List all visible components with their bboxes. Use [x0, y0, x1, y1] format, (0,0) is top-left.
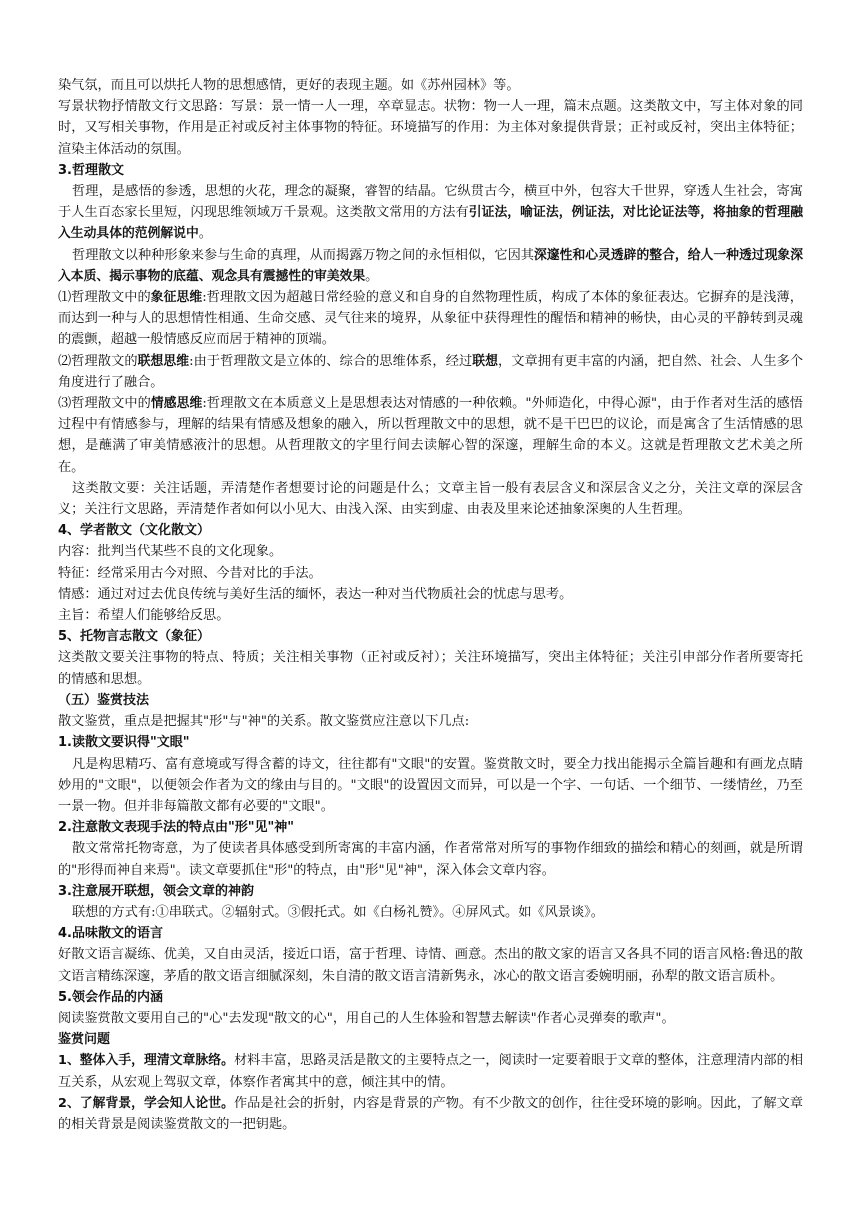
paragraph — [58, 351, 803, 393]
text-run: :哲理散文因为超越日常经验的意义和自身的自然物理性质，构成了本体的象征表达。它摒弃的是浅薄，而达到一种与人的思想情性相通、生命交感、灵气往来的境界，从象征中获得理性的醒悟和精神的畅快，由心灵的平静转到灵魂的震颤，超越一般情感反应而居于精神的顶端。 — [58, 290, 803, 348]
paragraph — [58, 393, 803, 478]
paragraph: 联想的方式有:①串联式。②辐射式。③假托式。如《白杨礼赞》。④屏风式。如《风景谈》。 — [72, 904, 604, 920]
paragraph: 凡是构思精巧、富有意境或写得含蓄的诗文，往往都有"文眼"的安置。鉴赏散文时，要全力找出能揭示全篇旨趣和有画龙点睛妙用的"文眼"，以便领会作者为文的缘由与目的。"文眼"的设置因文而异，可以是一个字、一句话、一个细节、一缕情丝，乃至一景一物。但并非每篇散文都有必要的"文眼"。 — [58, 756, 803, 814]
text-run: 哲理，是感悟的参透，思想的火花，理念的凝聚，睿智的结晶。它纵贯古今，横亘中外，包容大千世界，穿透人生社会，寄寓于人生百态家长里短，闪现思维领域万千景观。这类散文常用的方法有 — [58, 184, 803, 221]
section-heading: 5.领会作品的内涵 — [58, 989, 163, 1005]
paragraph — [58, 1093, 803, 1135]
text-run: ，文章拥有更丰富的内涵，把自然、社会、人生多个角度进行了融合。 — [58, 353, 804, 390]
paragraph: 这类散文要关注事物的特点、特质；关注相关事物（正衬或反衬）；关注环境描写，突出主体特征；关注引申部分作者所要寄托的情感和思想。 — [58, 650, 803, 687]
text-run: 材料丰富，思路灵活是散文的主要特点之一，阅读时一定要着眼于文章的整体，注意理清内部的相互关系，从宏观上驾驭文章，体察作者寓其中的意，倾注其中的情。 — [58, 1053, 804, 1090]
bold-text: 联想 — [472, 353, 498, 369]
section-heading: 鉴赏问题 — [58, 1032, 111, 1048]
paragraph: 主旨：希望人们能够给反思。 — [58, 608, 230, 624]
text-run: :由于哲理散文是立体的、综合的思维体系，经过 — [189, 353, 473, 369]
bold-text: 1、整体入手，理清文章脉络。 — [58, 1053, 234, 1069]
text-run: 作品是社会的折射，内容是背景的产物。有不少散文的创作，往往受环境的影响。因此，了解文章的相关背景是阅读鉴赏散文的一把钥匙。 — [58, 1095, 804, 1132]
paragraph: 散文鉴赏，重点是把握其"形"与"神"的关系。散文鉴赏应注意以下几点: — [58, 714, 470, 730]
paragraph: 写景状物抒情散文行文思路：写景：景一情一人一理，卒章显志。状物：物一人一理，篇末点题。这类散文中，写主体对象的同时，又写相关事物，作用是正衬或反衬主体事物的特征。环境描写的作用：为主体对象提供背景；正衬或反衬，突出主体特征；渲染主体活动的氛围。 — [58, 99, 803, 157]
bold-text: 象征思维 — [150, 290, 203, 306]
bold-text: 深邃性和心灵透辟的整合，给人一种透过现象深入本质、揭示事物的底蕴、观念具有震撼性的审美效果 — [58, 247, 804, 284]
paragraph — [58, 181, 803, 245]
section-heading: 4.品味散文的语言 — [58, 926, 163, 942]
section-heading: 3.注意展开联想，领会文章的神韵 — [58, 883, 254, 899]
text-run: 。 — [365, 268, 379, 284]
section-heading: （五）鉴赏技法 — [58, 692, 150, 708]
paragraph: 情感：通过对过去优良传统与美好生活的缅怀，表达一种对当代物质社会的忧虑与思考。 — [58, 586, 573, 602]
document-body — [58, 75, 803, 1135]
paragraph: 好散文语言凝练、优美，又自由灵活，接近口语，富于哲理、诗情、画意。杰出的散文家的语言又各具不同的语言风格:鲁迅的散文语言精练深邃，茅盾的散文语言细腻深刻，朱自清的散文语言清新隽永，冰心的散文语言委婉明丽，孙犁的散文语言质朴。 — [58, 947, 803, 984]
text-run: ⑶哲理散文中的 — [58, 396, 151, 412]
paragraph: 染气氛，而且可以烘托人物的思想感情，更好的表现主题。如《苏州园林》等。 — [58, 78, 520, 93]
paragraph: 内容：批判当代某些不良的文化现象。 — [58, 544, 283, 560]
paragraph — [58, 287, 803, 351]
section-heading: 3.哲理散文 — [58, 162, 124, 178]
bold-text: 引证法，喻证法，例证法，对比论证法等，将抽象的哲理融入生动具体的范例解说中 — [58, 205, 804, 242]
text-run: ⑵哲理散文的 — [58, 353, 138, 369]
paragraph: 这类散文要：关注话题，弄清楚作者想要讨论的问题是什么；文章主旨一般有表层含义和深层含义之分，关注文章的深层含义；关注行文思路，弄清楚作者如何以小见大、由浅入深、由实到虚、由表及里来论述抽象深奥的人生哲理。 — [58, 480, 803, 518]
text-run: 哲理散文以种种形象来参与生命的真理，从而揭露万物之间的永恒相似，它因其 — [72, 247, 535, 263]
section-heading: 5、托物言志散文（象征） — [58, 629, 211, 645]
section-heading: 1.读散文要识得"文眼" — [58, 735, 190, 751]
paragraph — [58, 1050, 803, 1092]
bold-text: 2、了解背景，学会知人论世。 — [58, 1095, 234, 1111]
section-heading: 4、学者散文（文化散文） — [58, 523, 211, 539]
paragraph — [58, 245, 803, 287]
section-heading: 2.注意散文表现手法的特点由"形"见"神" — [58, 820, 295, 836]
text-run: 。 — [198, 226, 212, 242]
bold-text: 情感思维 — [150, 396, 203, 412]
bold-text: 联想思维 — [137, 353, 190, 369]
paragraph: 特征：经常采用古今对照、今昔对比的手法。 — [58, 565, 322, 581]
paragraph: 阅读鉴赏散文要用自己的"心"去发现"散文的心"，用自己的人生体验和智慧去解读"作者心灵弹奏的歌声"。 — [58, 1010, 675, 1026]
text-run: ⑴哲理散文中的 — [58, 290, 151, 306]
text-run: :哲理散文在本质意义上是思想表达对情感的一种依赖。"外师造化，中得心源"，由于作者对生活的感悟过程中有情感参与，理解的结果有情感及想象的融入，所以哲理散文中的思想，就不是干巴巴的议论，而是寓含了生活情感的思想，是蘸满了审美情感液汁的思想。从哲理散文的字里行间去读解心智的深邃，理解生命的本义。这就是哲理散文艺术美之所在。 — [58, 396, 803, 475]
paragraph: 散文常常托物寄意，为了使读者具体感受到所寄寓的丰富内涵，作者常常对所写的事物作细致的描绘和精心的刻画，就是所谓的"形得而神自来焉"。读文章要抓住"形"的特点，由"形"见"神"，深入体会文章内容。 — [58, 841, 803, 878]
